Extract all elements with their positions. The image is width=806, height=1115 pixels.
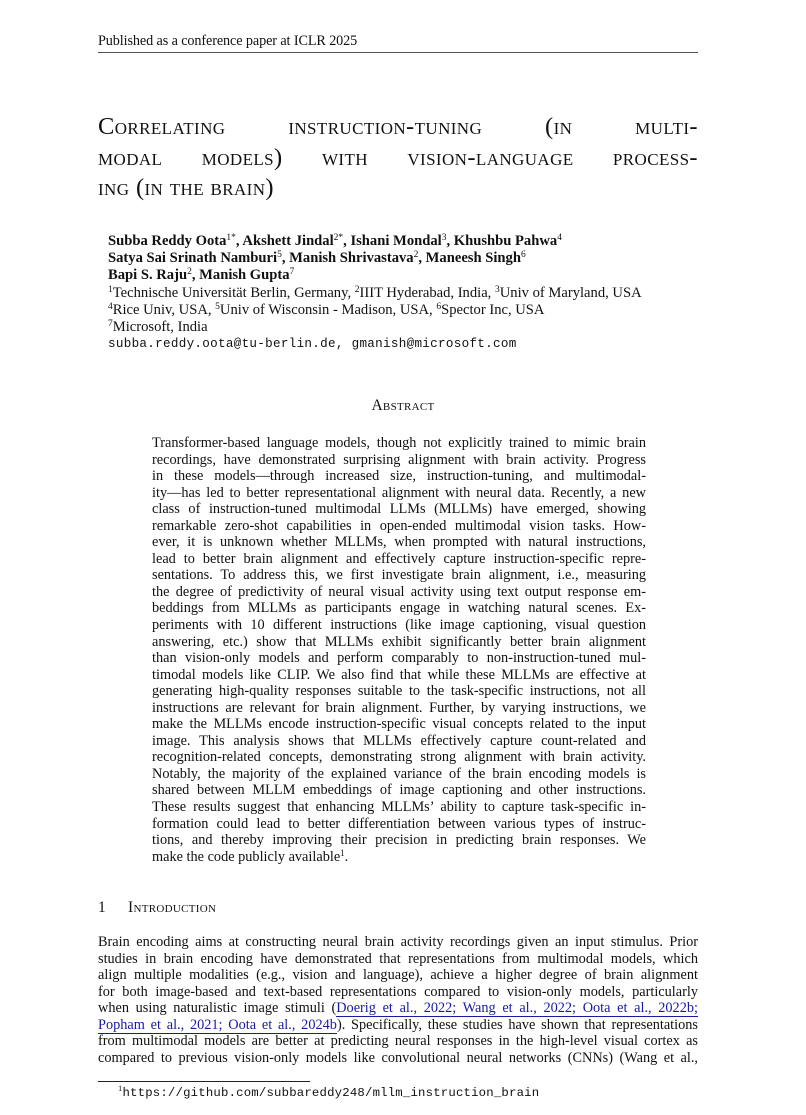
affiliation: Spector Inc, USA bbox=[441, 301, 545, 318]
title-line: Correlating instruction-tuning (in multi- bbox=[98, 113, 698, 140]
affiliation: Univ of Wisconsin - Madison, USA, bbox=[219, 301, 437, 318]
author-sup: 7 bbox=[289, 267, 295, 278]
intro-text: when using naturalistic image stimuli ( bbox=[98, 1000, 337, 1017]
abstract-line: tions, and thereby improving their precision in predicting brain responses. We bbox=[152, 832, 646, 849]
header-rule bbox=[98, 52, 698, 53]
affiliation: IIIT Hyderabad, India, bbox=[359, 284, 495, 301]
abstract-line: timodal models like CLIP. We also find that while these MLLMs are effective at bbox=[152, 666, 646, 683]
intro-text: ). Specifically, these studies have shown that representations bbox=[336, 1016, 698, 1033]
author-row: Satya Sai Srinath Namburi$^5$, Manish Shrivastava$^2$, Maneesh Singh$^6$ bbox=[108, 250, 526, 267]
footnote-mark-link[interactable]: 1 bbox=[340, 847, 345, 858]
author-name: Akshett Jindal bbox=[242, 233, 334, 249]
abstract-line: These results suggest that enhancing MLLMs’ ability to capture task-specific in- bbox=[152, 799, 646, 816]
introduction-body bbox=[98, 934, 698, 1066]
author-name: Manish Shrivastava bbox=[289, 250, 414, 267]
title-line: ing (in the brain) bbox=[98, 174, 274, 201]
abstract-line: beddings from MLLMs as participants engage in watching natural scenes. Ex- bbox=[152, 600, 646, 617]
footnote bbox=[118, 1083, 540, 1100]
citation-link[interactable]: Popham et al., 2021; Oota et al., 2024b bbox=[98, 1016, 337, 1033]
abstract-line: instructions are relevant for brain alignment. Further, by varying instructions, we bbox=[152, 699, 646, 716]
abstract-line: answering, etc.) show that MLLMs exhibit significantly better brain alignment bbox=[152, 633, 646, 650]
author-sup: 5 bbox=[277, 250, 282, 261]
affiliation: Rice Univ, USA, bbox=[112, 301, 216, 318]
abstract-line: sentations. To address this, we first investigate brain alignment, i.e., measuring bbox=[152, 567, 646, 584]
affiliation-row bbox=[108, 302, 642, 319]
abstract-line: in these models—through increased size, instruction-tuning, and multimodal- bbox=[152, 468, 646, 485]
intro-line: align multiple modalities (e.g., vision and language), achieve a higher degree of brain alignment bbox=[98, 967, 698, 984]
abstract-line: the degree of predictivity of neural visual activity using text output response em- bbox=[152, 583, 646, 600]
affiliation-sup: 1 bbox=[108, 284, 113, 295]
citation-link[interactable]: Doerig et al., 2022; Wang et al., 2022; Oota et al., 2022b; bbox=[336, 1000, 698, 1017]
abstract-line: Transformer-based language models, though not explicitly trained to mimic brain bbox=[152, 435, 646, 451]
author-name: Subba Reddy Oota bbox=[108, 233, 227, 249]
author-sup: 1* bbox=[226, 233, 236, 243]
footnote-url[interactable]: https://github.com/subbareddy248/mllm_instruction_brain bbox=[122, 1086, 540, 1100]
running-head: Published as a conference paper at ICLR 2025 bbox=[98, 33, 358, 49]
intro-line: compared to previous vision-only models like convolutional neural networks (CNNs) (Wang et al., bbox=[98, 1049, 698, 1066]
abstract-line: generating high-quality responses suitable to the task-specific instructions, not all bbox=[152, 683, 646, 700]
affiliation: Technische Universität Berlin, Germany, bbox=[112, 284, 355, 301]
abstract-line: periments with 10 different instructions (like image captioning, visual question bbox=[152, 617, 646, 634]
author-sup: 2 bbox=[187, 267, 192, 278]
footnote-number: 1 bbox=[118, 1083, 123, 1093]
abstract-line: Notably, the majority of the explained variance of the brain encoding models is bbox=[152, 765, 646, 782]
section-title: Introduction bbox=[128, 899, 217, 916]
abstract-line: lead to better brain alignment and effectively capture instruction-specific repre- bbox=[152, 550, 646, 567]
abstract-line: shared between MLLM embeddings of image captioning and other instructions. bbox=[152, 782, 646, 799]
intro-line: Brain encoding aims at constructing neural brain activity recordings given an input stimulus. Prior bbox=[98, 934, 698, 950]
author-sup: 4 bbox=[557, 233, 562, 243]
affiliation-sup: 4 bbox=[108, 301, 113, 312]
abstract-line bbox=[152, 849, 646, 866]
paper-title bbox=[98, 112, 698, 204]
author-row: Bapi S. Raju$^2$, Manish Gupta$^7$ bbox=[108, 267, 295, 284]
author-name: Maneesh Singh bbox=[425, 250, 521, 267]
section-heading-introduction bbox=[98, 899, 216, 917]
title-line: modal models) with vision-language process- bbox=[98, 143, 698, 171]
author-name: Manish Gupta bbox=[199, 267, 290, 284]
author-name: Ishani Mondal bbox=[350, 233, 442, 249]
abstract-heading: Abstract bbox=[371, 397, 435, 414]
abstract-line: ever, it is unknown whether MLLMs, when prompted with natural instructions, bbox=[152, 534, 646, 551]
intro-line: studies in brain encoding have demonstrated that representations from multimodal models, which bbox=[98, 950, 698, 967]
author-sup: 6 bbox=[520, 250, 526, 261]
abstract-line: recognition-related concepts, demonstrating strong alignment with brain activity. bbox=[152, 749, 646, 766]
abstract-line: ity—has led to better representational alignment with neural data. Recently, a new bbox=[152, 484, 646, 501]
abstract-line: than vision-only models and perform comparably to non-instruction-tuned mul- bbox=[152, 650, 646, 667]
section-number: 1 bbox=[98, 899, 106, 916]
author-block bbox=[108, 233, 642, 353]
abstract-body bbox=[152, 435, 646, 865]
abstract-line: class of instruction-tuned multimodal LLMs (MLLMs) have emerged, showing bbox=[152, 501, 646, 518]
intro-line: from multimodal models are better at predicting neural responses in the high-level visual cortex as bbox=[98, 1033, 698, 1050]
affiliation-row bbox=[108, 285, 642, 302]
abstract-line: image. This analysis shows that MLLMs effectively capture count-related and bbox=[152, 732, 646, 749]
author-emails[interactable]: subba.reddy.oota@tu-berlin.de, gmanish@microsoft.com bbox=[108, 337, 517, 352]
intro-line bbox=[98, 1017, 698, 1034]
abstract-line: recordings, have demonstrated surprising alignment with brain activity. Progress bbox=[152, 451, 646, 468]
affiliation-sup: 6 bbox=[436, 301, 442, 312]
abstract-end-period: . bbox=[344, 848, 349, 865]
author-name: Bapi S. Raju bbox=[108, 267, 188, 284]
author-name: Satya Sai Srinath Namburi bbox=[108, 250, 278, 267]
affiliation-sup: 5 bbox=[215, 301, 220, 312]
affiliation: Microsoft, India bbox=[112, 318, 208, 335]
author-sup: 2 bbox=[413, 250, 419, 261]
abstract-line: formation could lead to better differentiation between various types of instruc- bbox=[152, 815, 646, 832]
intro-line bbox=[98, 1000, 698, 1017]
abstract-line: remarkable zero-shot capabilities in open-ended multimodal vision tasks. How- bbox=[152, 517, 646, 534]
author-sup: 3 bbox=[441, 233, 447, 243]
affiliation-sup: 2 bbox=[354, 284, 360, 295]
footnote-rule bbox=[98, 1081, 310, 1082]
affiliation-row bbox=[108, 319, 642, 336]
affiliation: Univ of Maryland, USA bbox=[499, 284, 642, 301]
author-sup: 2* bbox=[333, 233, 344, 243]
intro-line: for both image-based and text-based representations compared to vision-only models, particularly bbox=[98, 983, 698, 1000]
affiliation-sup: 3 bbox=[494, 284, 500, 295]
author-row: Subba Reddy Oota$^{1*}$, Akshett Jindal$^{2*}$, Ishani Mondal$^3$, Khushbu Pahwa$^4$ bbox=[108, 233, 562, 249]
abstract-line: make the MLLMs encode instruction-specific visual concepts related to the input bbox=[152, 716, 646, 733]
author-name: Khushbu Pahwa bbox=[453, 233, 558, 249]
abstract-last-text: make the code publicly available bbox=[152, 848, 341, 865]
affiliation-sup: 7 bbox=[108, 318, 113, 329]
